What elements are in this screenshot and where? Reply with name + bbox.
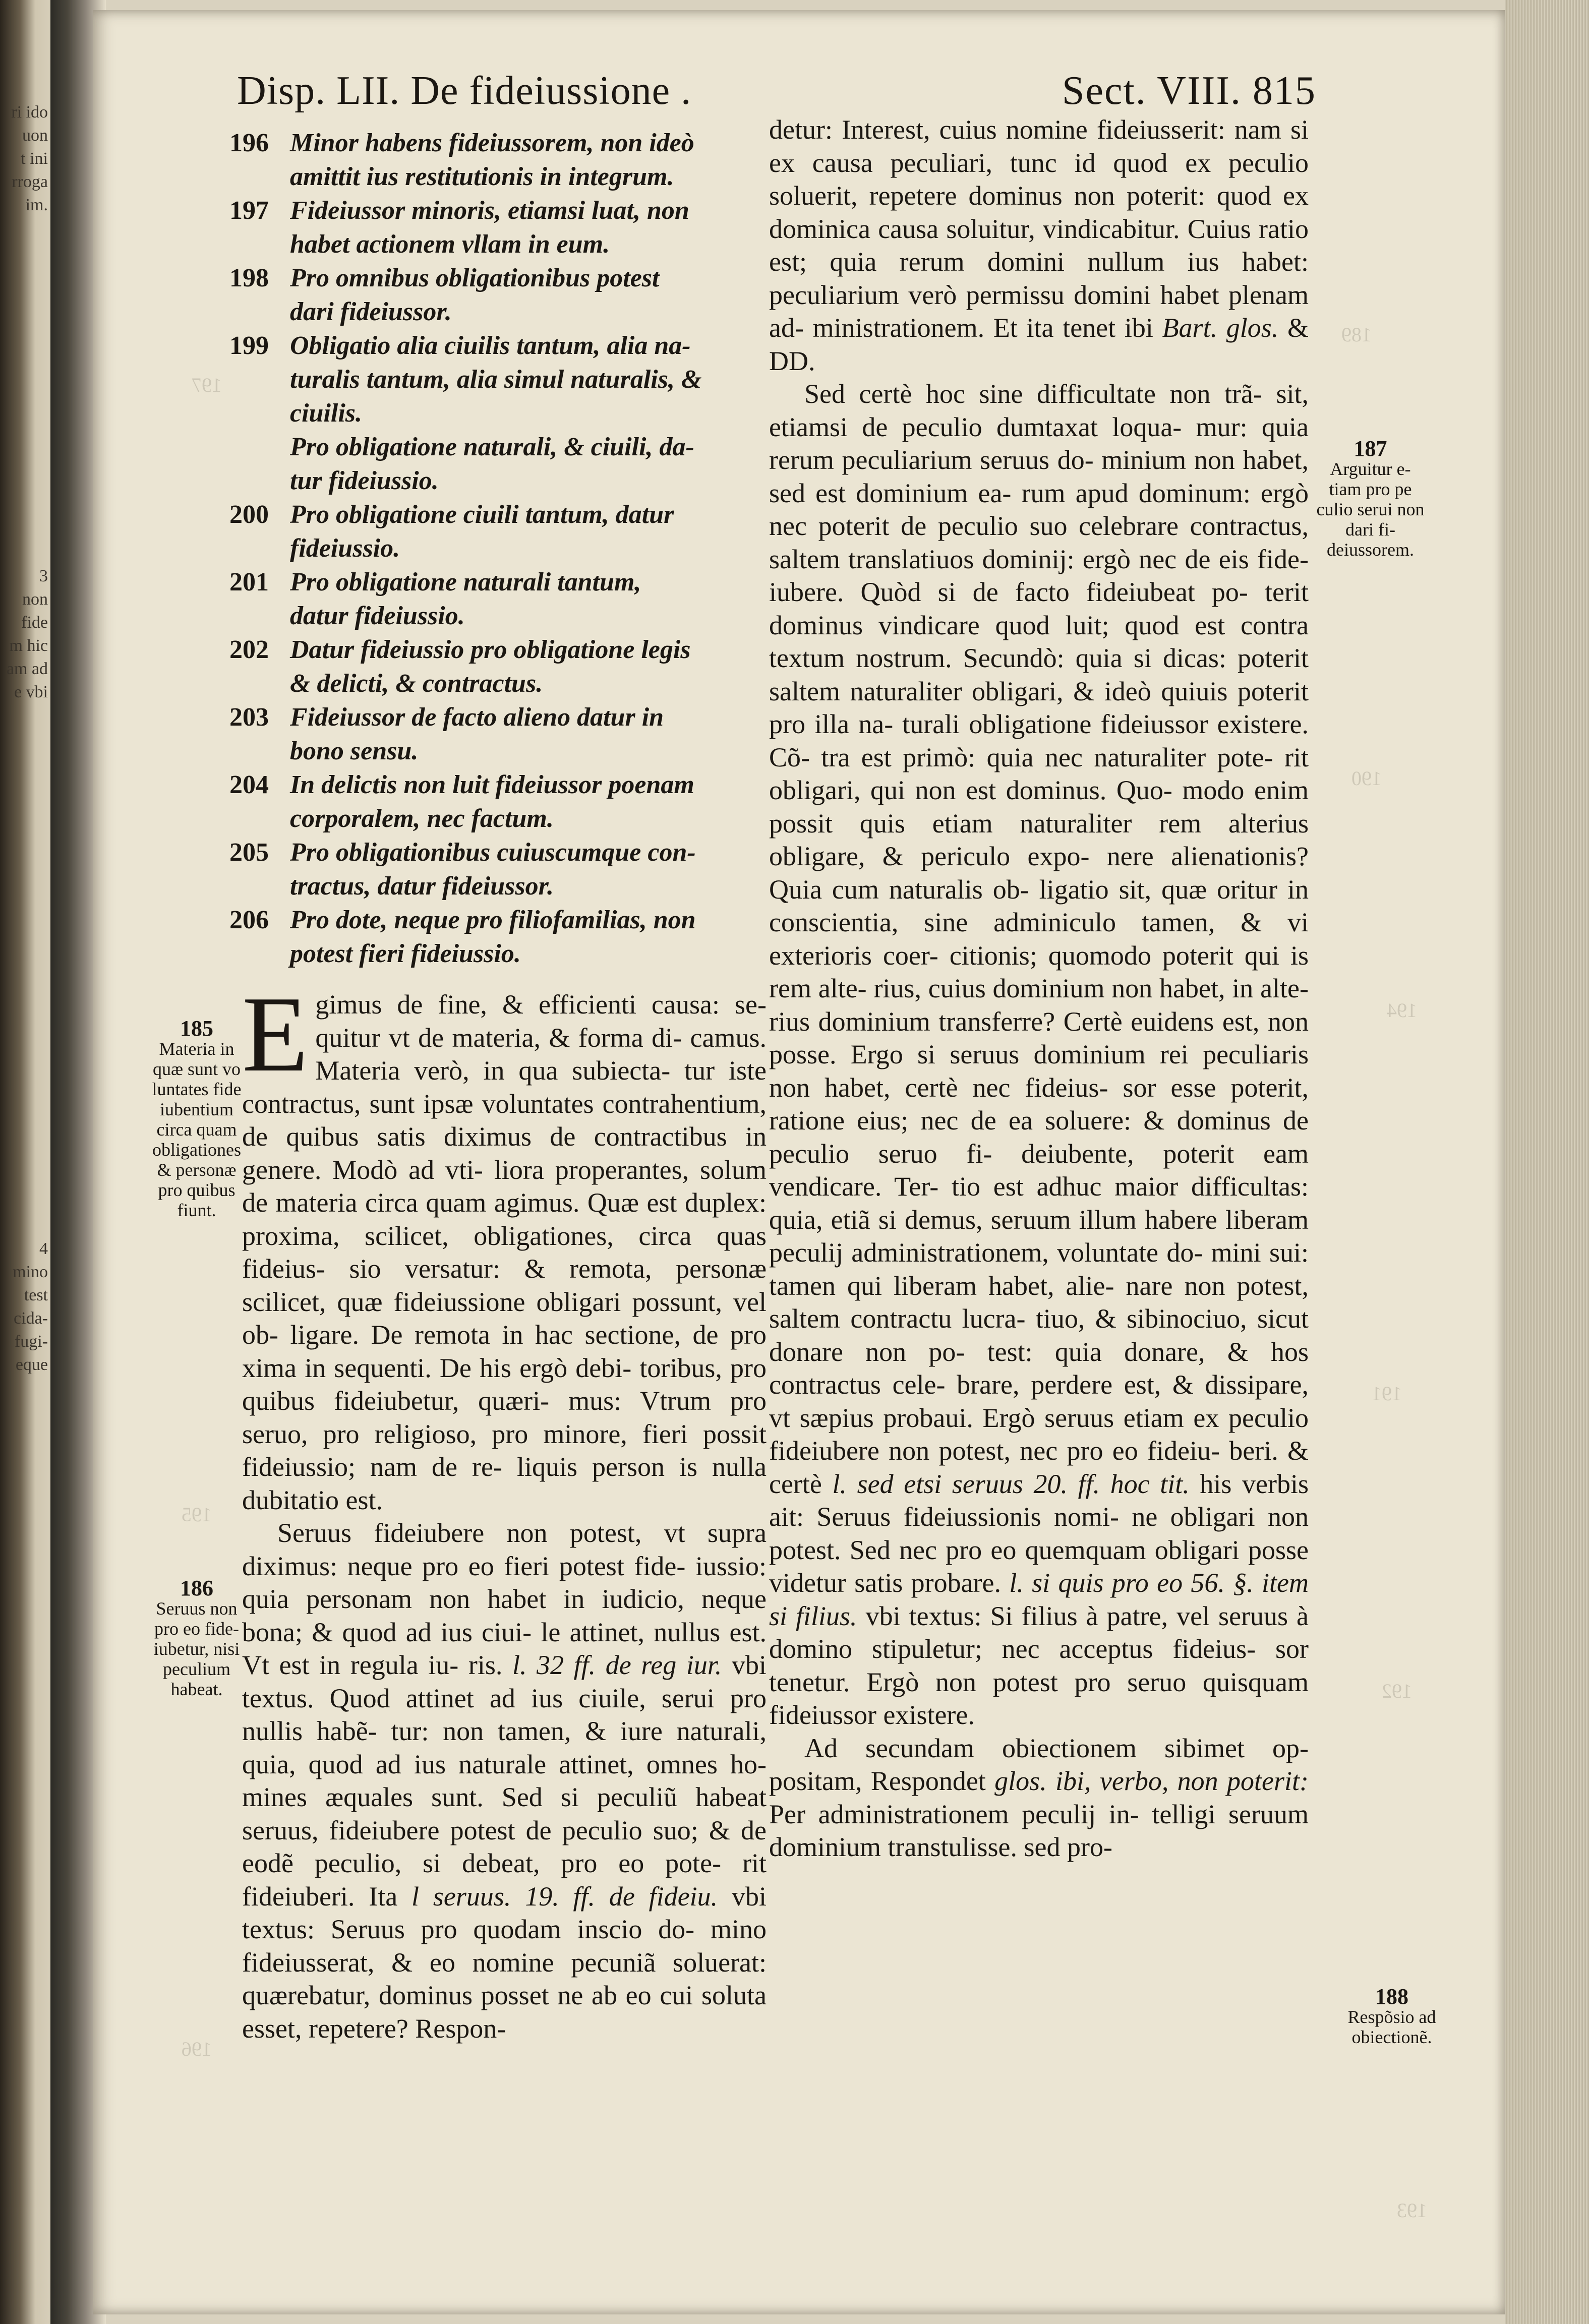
left-page-fragment [0, 982, 48, 1005]
left-page-fragment [0, 1098, 48, 1121]
paragraph-text: vbi textus: Si filius à patre, vel seruus à domino stipuletur; nec acceptus fideius- sor tenetur. Ergò non potest pro seruo quisquam fideiussor existere. [769, 1600, 1309, 1730]
left-page-fragment [0, 1817, 48, 1840]
summary-line: amittit ius restitutionis in integrum. [290, 162, 674, 191]
summary-text [290, 903, 754, 971]
left-page-fragment [0, 379, 48, 402]
summary-text [290, 329, 754, 430]
left-page-fragment [0, 704, 48, 727]
summary-number: 206 [229, 906, 269, 934]
summary-item [229, 194, 754, 261]
paragraph-text: detur: Interest, cuius nomine fideiusserit: nam si ex causa peculiari, tunc id quod ex peculio soluerit, repetere dominus non poterit: quod ex dominica causa soluitur, vindicabitur. Cuius ratio est; quia rerum domini nullum ius habet: peculiarium verò permissu domini habet plenam ad- ministrationem. Et ita tenet ibi [769, 114, 1309, 343]
left-page-fragment: non [22, 590, 48, 609]
summary-line: potest fieri fideiussio. [290, 939, 521, 968]
summary-number: 201 [229, 568, 269, 597]
paragraph [769, 113, 1309, 378]
summary-line: Fideiussor de facto alieno datur in [290, 703, 664, 732]
left-page-fragment: cida- [14, 1309, 48, 1328]
left-page-fragment [0, 286, 48, 310]
left-page-fragment: e vbi [14, 683, 48, 701]
margin-note-number: 186 [180, 1576, 213, 1600]
paragraph-text: gimus de fine, & efficienti causa: se- quitur vt de materia, & forma di- camus. Materia verò, in qua subiecta- tur iste contractus, sunt ipsæ voluntates contrahentium, de quibus satis diximus de contractibus in genere. Modò ad vti- liora properantes, solum de materia circa quam agimus. Quæ est duplex: proxima, scilicet, obligationes, circa quas fideius- sio versatur: & remota, personæ scilicet, quæ fideiussione obligari possunt, vel ob- ligare. De remota in hac sectione, de pro xima in sequenti. De his ergò debi- toribus, pro quibus fideiubetur, quæri- mus: Vtrum pro seruo, pro religioso, pro minore, fieri possit fideiussio; nam de re- liquis person is nulla dubitatio est. [242, 989, 767, 1515]
show-through-number: 192 [1382, 1680, 1412, 1702]
left-page-fragment [0, 310, 48, 333]
show-through-number: 190 [1351, 767, 1382, 790]
left-page-fragment [0, 240, 48, 263]
summary-item [229, 498, 754, 565]
left-page-fragment [0, 1864, 48, 1887]
left-page-fragment [0, 1493, 48, 1516]
left-page-fragment: fide [21, 613, 48, 632]
left-page-fragment: eque [15, 1355, 48, 1374]
summary-line: Obligatio alia ciuilis tantum, alia na- [290, 331, 691, 360]
summary-item [229, 633, 754, 700]
left-page-fragment [0, 1516, 48, 1539]
summary-line: Pro obligatione naturali tantum, [290, 568, 641, 597]
left-page-fragment: im. [25, 196, 48, 214]
left-page-fragment [0, 820, 48, 843]
margin-note-text: Materia in quæ sunt vo luntates fide iubentium circa quam obligationes & personæ pro quibus fiunt. [152, 1039, 242, 1220]
paragraph [769, 378, 1309, 1732]
summary-text [290, 498, 754, 565]
left-page-fragment [0, 797, 48, 820]
page-fore-edge [1505, 0, 1589, 2324]
paragraph-text: vbi textus: Seruus pro quodam inscio do- mino fideiusserat, & eo nomine pecuniã soluerat: quærebatur, dominus posset ne ab eo cui soluta esset, repetere? Respon- [242, 1881, 767, 2044]
paragraph-text: Per administrationem peculij in- telligi seruum dominium transtulisse. sed pro- [769, 1799, 1309, 1862]
left-page-fragment [0, 1910, 48, 1933]
show-through-number: 195 [182, 1503, 212, 1526]
left-page-fragment [0, 1794, 48, 1817]
summary-text [290, 836, 754, 903]
left-page-fragment [0, 2188, 48, 2212]
left-page-fragment: fugi- [14, 1332, 48, 1351]
show-through-number: 189 [1341, 323, 1372, 346]
summary-item [229, 700, 754, 768]
left-page-fragment [0, 2258, 48, 2281]
summary-text [290, 261, 754, 329]
summary-line: tractus, datur fideiussor. [290, 872, 554, 901]
left-page-fragment [0, 1400, 48, 1423]
left-page-fragment [0, 333, 48, 356]
left-page-fragment [0, 1655, 48, 1678]
summary-item [229, 430, 754, 498]
summary-line: ciuilis. [290, 399, 363, 428]
summary-line: Pro dote, neque pro filiofamilias, non [290, 906, 696, 934]
summary-item [229, 126, 754, 194]
left-page-fragment: uon [22, 126, 48, 145]
left-page-fragment [0, 1423, 48, 1446]
left-page-fragment [0, 495, 48, 518]
legal-citation: l. si quis pro eo 56. §. item si filius. [769, 1568, 1309, 1631]
left-page-fragment [0, 1608, 48, 1632]
summary-line: In delictis non luit fideiussor poenam [290, 770, 694, 799]
left-page-fragment [0, 2049, 48, 2072]
margin-note [1331, 1984, 1452, 2047]
margin-note-text: Seruus non pro eo fide- iubetur, nisi peculium habeat. [153, 1598, 240, 1699]
legal-citation: glos. ibi, verbo, non poterit: [994, 1766, 1309, 1796]
summary-number: 200 [229, 500, 269, 529]
left-page-fragment [0, 1678, 48, 1701]
legal-citation: Bart. glos. [1162, 313, 1279, 343]
summary-line: dari fideiussor. [290, 297, 452, 326]
summary-number: 198 [229, 264, 269, 292]
left-page-fragment [0, 1191, 48, 1214]
left-page-fragment [0, 1748, 48, 1771]
margin-note-number: 187 [1353, 436, 1387, 461]
left-page-fragment [0, 1887, 48, 1910]
left-page-fragment: am ad [6, 660, 48, 678]
left-page-fragment [0, 1446, 48, 1469]
left-page-fragment [0, 2281, 48, 2304]
summary-text [290, 194, 754, 261]
left-page-fragment [0, 913, 48, 936]
summary-list [229, 126, 754, 971]
show-through-number: 191 [1372, 1382, 1402, 1405]
summary-line: tur fideiussio. [290, 466, 439, 495]
left-page-fragment [0, 1469, 48, 1493]
left-page-fragment [0, 402, 48, 426]
left-page-fragment [0, 936, 48, 959]
summary-line: Pro obligationibus cuiuscumque con- [290, 838, 696, 867]
summary-line: Pro obligatione ciuili tantum, datur [290, 500, 674, 529]
summary-text [290, 633, 754, 700]
paragraph [769, 1732, 1309, 1864]
left-page-fragment [0, 959, 48, 982]
left-page-fragment [0, 2304, 48, 2324]
summary-line: & delicti, & contractus. [290, 669, 543, 698]
left-page-fragment [0, 727, 48, 750]
left-page-fragment [0, 2072, 48, 2096]
summary-number: 202 [229, 635, 269, 664]
show-through-number: 193 [1397, 2199, 1427, 2222]
left-page-fragment: t ini [21, 149, 48, 168]
text-column-right [769, 113, 1309, 1864]
paragraph-text: Sed certè hoc sine difficultate non trã- sit, etiamsi de peculio dumtaxat loqua- mur: quia rerum peculiarium seruus do- minium non habet, sed est dominium ea- rum apud dominum: ergò nec poterit de peculio suo celebrare contractus, saltem translatiuos dominij: ergò nec de eis fide- iubere. Quòd si de facto fideiubeat po- terit dominus vindicare quod luit; quod est contra textum nostrum. Secundò: quia si dicas: poterit saltem naturaliter obligari, & ideò quiuis poterit pro illa na- turali obligatione fideiussor existere. Cõ- tra est primò: quia nec naturaliter pote- rit obligari, qui non est dominus. Quo- modo enim possit quis etiam naturaliter rem alterius obligare, & periculo expo- nere alienationis? Quia cum naturalis ob- ligatio sit, quæ oritur in conscientia, sine adminiculo tamen, & vi exterioris coer- citionis; quomodo poterit qui is rem alte- rius, cuius dominium non habet, in alte- rius dominium transferre? Certè euidens est, non posse. Ergo si seruus dominium rei peculiaris non habet, certè nec fideius- sor esse poterit, ratione eius; nec de ea soluere: & dominus de peculio seruo fi- deiubente, poterit eam vendicare. Ter- tio est adhuc maior difficultas: quia, etiã si demus, seruum illum habere liberam peculij administrationem, voluntate do- mini sui: tamen qui liberam habet, alie- nare non potest, saltem contractu lucra- tiuo, & sibinociuo, sicut donare non po- test: quia donare, & hos contractus cele- brare, perdere est, & dissipare, vt sæpius probaui. Ergò seruus etiam ex peculio fideiubere non potest, nec pro eo fideiu- beri. & certè [769, 379, 1309, 1499]
summary-text [290, 126, 754, 194]
left-page-fragment: ri ido [11, 103, 48, 122]
summary-item [229, 329, 754, 430]
legal-citation: l. 32 ff. de reg iur. [512, 1650, 722, 1680]
summary-line: turalis tantum, alia simul naturalis, & [290, 365, 702, 394]
text-column-left [242, 974, 767, 2045]
legal-citation: l. sed etsi seruus 20. ff. hoc tit. [832, 1468, 1190, 1499]
margin-note-text: Arguitur e- tiam pro pe culio serui non dari fi- deiussorem. [1316, 459, 1425, 560]
legal-citation: l seruus. 19. ff. de fideiu. [411, 1881, 718, 1912]
left-page-fragment [0, 2096, 48, 2119]
left-page-fragment: mino [13, 1263, 48, 1281]
margin-note-text: Respõsio ad obiectionẽ. [1347, 2007, 1436, 2047]
left-page-fragment [0, 1701, 48, 1724]
left-page-fragment: 4 [39, 1239, 48, 1258]
left-page-fragment [0, 263, 48, 286]
left-page-fragment [0, 2212, 48, 2235]
left-page-fragment [0, 1214, 48, 1237]
summary-line: corporalem, nec factum. [290, 804, 554, 833]
summary-item [229, 903, 754, 971]
show-through-number: 196 [182, 2038, 212, 2060]
left-page-fragment [0, 889, 48, 913]
left-page-fragment: m hic [9, 636, 48, 655]
left-page-fragment [0, 1539, 48, 1562]
left-page-fragment [0, 843, 48, 866]
left-page-fragment [0, 1121, 48, 1145]
left-page-fragment [0, 2026, 48, 2049]
left-page-text-fragments [0, 101, 48, 2324]
paragraph-text: Ad secundam obiectionem sibimet op- positam, Respondet [769, 1733, 1309, 1796]
paragraph [242, 1517, 767, 2045]
left-page-fragment [0, 1840, 48, 1864]
margin-note-number: 185 [180, 1016, 213, 1041]
margin-note [1316, 436, 1425, 560]
left-page-fragment [0, 426, 48, 449]
left-page-fragment [0, 217, 48, 240]
left-page-fragment [0, 472, 48, 495]
left-page-fragment [0, 449, 48, 472]
drop-cap: E [242, 974, 309, 1094]
left-page-fragment [0, 1029, 48, 1052]
left-page-fragment [0, 1562, 48, 1585]
paragraph [242, 974, 767, 1517]
summary-number [229, 430, 290, 498]
margin-note [151, 1578, 242, 1699]
left-page-fragment [0, 2119, 48, 2142]
summary-number: 199 [229, 331, 269, 360]
paragraph-text: his verbis ait: Seruus fideiussionis nomi- ne obligari non potest. Sed nec pro eo quemquam obligari posse videtur satis probare. [769, 1468, 1309, 1598]
paragraph-text: Seruus fideiubere non potest, vt supra diximus: neque pro eo fieri potest fide- iussio: quia personam non habet in iudicio, neque bona; & quod ad ius ciui- le attinet, nullus est. Vt est in regula iu- ris. [242, 1518, 767, 1680]
left-page-fragment [0, 356, 48, 379]
summary-number: 196 [229, 129, 269, 157]
left-page-fragment [0, 1168, 48, 1191]
left-page-fragment [0, 518, 48, 542]
left-page-fragment [0, 1771, 48, 1794]
summary-item [229, 836, 754, 903]
left-page-fragment [0, 866, 48, 889]
summary-line: Pro obligatione naturali, & ciuili, da- [290, 433, 694, 461]
left-page-fragment: test [24, 1286, 48, 1304]
left-page-fragment [0, 1145, 48, 1168]
left-page-fragment [0, 2165, 48, 2188]
show-through-number: 194 [1387, 999, 1417, 1022]
left-page-fragment [0, 750, 48, 773]
left-page-fragment [0, 1052, 48, 1075]
left-page-fragment [0, 1632, 48, 1655]
summary-text [290, 700, 754, 768]
summary-line: Fideiussor minoris, etiamsi luat, non [290, 196, 689, 225]
summary-item [229, 261, 754, 329]
summary-line: fideiussio. [290, 534, 400, 563]
summary-line: Minor habens fideiussorem, non ideò [290, 129, 694, 157]
summary-number: 197 [229, 196, 269, 225]
left-page-fragment [0, 1980, 48, 2003]
summary-number: 205 [229, 838, 269, 867]
running-head-title: Disp. LII. De fideiussione . [237, 69, 692, 113]
left-page-fragment [0, 1933, 48, 1956]
summary-line: Pro omnibus obligationibus potest [290, 264, 660, 292]
left-page-fragment [0, 1005, 48, 1029]
paragraph-text: & DD. [769, 313, 1309, 376]
left-page-fragment [0, 2142, 48, 2165]
left-page-fragment [0, 1585, 48, 1608]
margin-note-number: 188 [1375, 1984, 1408, 2009]
summary-text [290, 768, 754, 836]
margin-note [151, 1016, 242, 1220]
summary-line: Datur fideiussio pro obligatione legis [290, 635, 691, 664]
left-page-fragment [0, 1724, 48, 1748]
left-page-fragment [0, 542, 48, 565]
left-page-fragment [0, 2235, 48, 2258]
left-page-fragment: rroga [12, 172, 48, 191]
summary-line: datur fideiussio. [290, 602, 465, 630]
summary-text [290, 430, 754, 498]
left-page-fragment: 3 [39, 567, 48, 585]
summary-text [290, 565, 754, 633]
show-through-number: 197 [192, 374, 222, 396]
left-page-fragment [0, 1377, 48, 1400]
summary-item [229, 565, 754, 633]
summary-number: 203 [229, 703, 269, 732]
summary-line: habet actionem vllam in eum. [290, 230, 610, 259]
running-head-section-page: Sect. VIII. 815 [1062, 69, 1316, 113]
left-page-fragment [0, 1956, 48, 1980]
summary-item [229, 768, 754, 836]
left-page-fragment [0, 1075, 48, 1098]
paragraph-text: vbi textus. Quod attinet ad ius ciuile, serui pro nullis habẽ- tur: non tamen, & iure naturali, quia, quod ad ius naturale attinet, omnes ho- mines æquales sunt. Sed si peculiũ habeat seruus, fideiubere potest de peculio suo; & de eodẽ peculio, si debeat, pro eo pote- rit fideiuberi. Ita [242, 1650, 767, 1912]
summary-line: bono sensu. [290, 737, 419, 765]
left-page-fragment [0, 773, 48, 797]
left-page-fragment [0, 2003, 48, 2026]
summary-number: 204 [229, 770, 269, 799]
